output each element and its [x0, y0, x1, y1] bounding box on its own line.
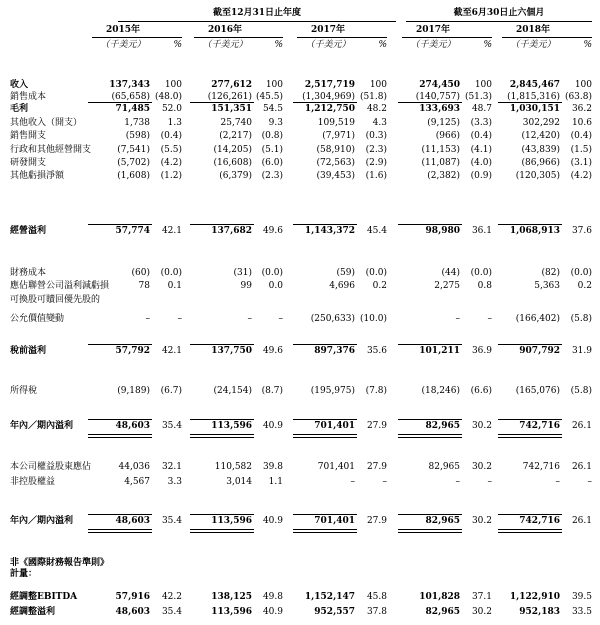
value-cell: 48,603 — [115, 516, 150, 526]
sum-rule — [190, 514, 254, 515]
value-cell: 274,450 — [419, 80, 460, 90]
value-cell: (44) — [441, 268, 460, 278]
value-cell: 742,716 — [522, 462, 560, 472]
value-cell: 82,965 — [425, 421, 460, 431]
total-double-rule — [190, 434, 254, 438]
percent-cell: 39.5 — [571, 592, 592, 602]
percent-heading: % — [274, 40, 283, 50]
value-cell: (6,379) — [219, 171, 252, 181]
percent-cell: – — [177, 314, 182, 324]
sum-rule — [398, 344, 462, 345]
total-double-rule — [88, 529, 152, 533]
percent-cell: 0.8 — [477, 281, 492, 291]
percent-heading: % — [583, 40, 592, 50]
row-label: 研發開支 — [10, 158, 47, 168]
value-cell: (58,910) — [316, 145, 355, 155]
percent-cell: 35.4 — [161, 607, 182, 617]
value-cell: 71,485 — [115, 104, 150, 114]
group-title-half-year: 截至6月30日止六個月 — [453, 8, 545, 18]
percent-cell: (4.1) — [470, 145, 492, 155]
percent-cell: (4.2) — [160, 158, 182, 168]
row-label: 公允價值變動 — [10, 314, 65, 324]
value-cell: (82) — [541, 268, 560, 278]
sum-rule — [88, 344, 152, 345]
year-heading-underline — [92, 37, 182, 38]
value-cell: (86,966) — [521, 158, 560, 168]
row-label: 經調整溢利 — [10, 607, 56, 617]
percent-cell: (51.3) — [464, 92, 492, 102]
row-label: 銷售開支 — [10, 131, 47, 141]
value-cell: 302,292 — [522, 118, 560, 128]
sum-rule — [293, 419, 357, 420]
percent-cell: (0.4) — [160, 131, 182, 141]
sum-rule — [293, 344, 357, 345]
value-cell: (165,076) — [515, 386, 560, 396]
value-cell: 1,212,750 — [304, 104, 355, 114]
total-double-rule — [293, 434, 357, 438]
total-double-rule — [498, 434, 562, 438]
value-cell: 1,122,910 — [509, 592, 560, 602]
percent-cell: 45.4 — [366, 226, 387, 236]
percent-cell: 33.5 — [571, 607, 592, 617]
percent-cell: – — [278, 314, 283, 324]
percent-cell: 40.9 — [262, 421, 283, 431]
group-title-fiscal-year: 截至12月31日止年度 — [212, 8, 302, 18]
value-cell: (9,125) — [427, 118, 460, 128]
percent-cell: 36.1 — [471, 226, 492, 236]
percent-cell: 36.2 — [571, 104, 592, 114]
sum-rule — [293, 102, 357, 103]
unit-label: （千美元） — [410, 40, 456, 50]
unit-label: （千美元） — [100, 40, 146, 50]
percent-cell: (63.8) — [564, 92, 592, 102]
sum-rule — [498, 224, 562, 225]
percent-cell: (5.5) — [160, 145, 182, 155]
percent-cell: 26.1 — [571, 516, 592, 526]
percent-cell: 1.3 — [167, 118, 182, 128]
value-cell: 98,980 — [425, 226, 460, 236]
sum-rule — [88, 224, 152, 225]
sum-rule — [398, 419, 462, 420]
sum-rule — [293, 514, 357, 515]
percent-cell: 0.0 — [268, 281, 283, 291]
value-cell: 44,036 — [118, 462, 150, 472]
percent-cell: (5.8) — [570, 386, 592, 396]
value-cell: (43,839) — [521, 145, 560, 155]
value-cell: 57,916 — [115, 592, 150, 602]
value-cell: (39,453) — [316, 171, 355, 181]
percent-cell: 52.0 — [161, 104, 182, 114]
percent-cell: 31.9 — [571, 346, 592, 356]
value-cell: 78 — [138, 281, 150, 291]
sum-rule — [498, 419, 562, 420]
sum-rule — [398, 514, 462, 515]
percent-cell: 40.9 — [262, 607, 283, 617]
value-cell: 701,401 — [314, 516, 355, 526]
sum-rule — [498, 102, 562, 103]
value-cell: 742,716 — [519, 421, 560, 431]
percent-cell: 42.1 — [161, 346, 182, 356]
value-cell: (1,304,969) — [302, 92, 355, 102]
percent-cell: 26.1 — [571, 462, 592, 472]
percent-cell: (0.0) — [261, 268, 283, 278]
value-cell: – — [555, 477, 560, 487]
percent-cell: 10.6 — [571, 118, 592, 128]
row-label: 其他收入（開支） — [10, 118, 83, 128]
value-cell: 82,965 — [425, 516, 460, 526]
value-cell: 138,125 — [211, 592, 252, 602]
row-label: 應佔聯營公司溢利減虧損 — [10, 281, 110, 291]
percent-cell: 37.1 — [471, 592, 492, 602]
percent-cell: 32.1 — [161, 462, 182, 472]
value-cell: 1,152,147 — [304, 592, 355, 602]
percent-cell: 100 — [474, 80, 492, 90]
unit-label: （千美元） — [305, 40, 351, 50]
value-cell: (120,305) — [515, 171, 560, 181]
value-cell: (195,975) — [310, 386, 355, 396]
value-cell: (60) — [131, 268, 150, 278]
value-cell: 113,596 — [211, 607, 252, 617]
percent-cell: (0.4) — [570, 131, 592, 141]
group-rule-fiscal-year — [118, 21, 396, 22]
percent-cell: 27.9 — [366, 421, 387, 431]
unit-label: （千美元） — [202, 40, 248, 50]
percent-cell: 39.8 — [262, 462, 283, 472]
row-label: 行政和其他經營開支 — [10, 145, 92, 155]
value-cell: 57,792 — [115, 346, 150, 356]
value-cell: 897,376 — [314, 346, 355, 356]
year-heading-underline — [502, 37, 592, 38]
value-cell: (12,420) — [521, 131, 560, 141]
percent-cell: (10.0) — [359, 314, 387, 324]
row-label: 稅前溢利 — [10, 346, 47, 356]
percent-cell: 37.8 — [366, 607, 387, 617]
percent-cell: (0.8) — [261, 131, 283, 141]
percent-cell: (4.0) — [470, 158, 492, 168]
value-cell: 907,792 — [519, 346, 560, 356]
row-label: 本公司權益股東應佔 — [10, 462, 92, 472]
percent-cell: (0.0) — [470, 268, 492, 278]
value-cell: (11,153) — [421, 145, 460, 155]
value-cell: 742,716 — [519, 516, 560, 526]
value-cell: (31) — [233, 268, 252, 278]
year-heading: 2017年 — [310, 25, 346, 35]
value-cell: 1,068,913 — [509, 226, 560, 236]
percent-cell: 36.9 — [471, 346, 492, 356]
percent-cell: (4.2) — [570, 171, 592, 181]
value-cell: (1,608) — [117, 171, 150, 181]
group-rule-half-year — [406, 21, 592, 22]
percent-heading: % — [378, 40, 387, 50]
percent-cell: (5.8) — [570, 314, 592, 324]
value-cell: 57,774 — [115, 226, 150, 236]
value-cell: (250,633) — [310, 314, 355, 324]
percent-cell: – — [382, 477, 387, 487]
percent-cell: 48.7 — [471, 104, 492, 114]
value-cell: 101,211 — [419, 346, 460, 356]
value-cell: 701,401 — [317, 462, 355, 472]
value-cell: 277,612 — [211, 80, 252, 90]
value-cell: 1,030,151 — [509, 104, 560, 114]
sum-rule — [190, 224, 254, 225]
value-cell: 82,965 — [425, 607, 460, 617]
row-label: 經營溢利 — [10, 226, 47, 236]
percent-cell: – — [587, 477, 592, 487]
value-cell: – — [455, 477, 460, 487]
percent-cell: – — [487, 477, 492, 487]
percent-cell: 49.6 — [262, 346, 283, 356]
percent-cell: – — [487, 314, 492, 324]
value-cell: 952,183 — [519, 607, 560, 617]
percent-cell: 9.3 — [268, 118, 283, 128]
sum-rule — [398, 224, 462, 225]
value-cell: (966) — [435, 131, 460, 141]
percent-cell: (8.7) — [261, 386, 283, 396]
value-cell: – — [145, 314, 150, 324]
year-heading: 2018年 — [515, 25, 551, 35]
percent-cell: 42.1 — [161, 226, 182, 236]
percent-cell: (3.1) — [570, 158, 592, 168]
percent-cell: 100 — [574, 80, 592, 90]
percent-cell: 49.8 — [262, 592, 283, 602]
percent-cell: 100 — [369, 80, 387, 90]
row-label: 可換股可贖回優先股的 — [10, 295, 101, 305]
row-label: 所得稅 — [10, 386, 38, 396]
year-heading-underline — [402, 37, 492, 38]
percent-cell: (5.1) — [261, 145, 283, 155]
total-double-rule — [88, 434, 152, 438]
value-cell: 110,582 — [214, 462, 252, 472]
percent-cell: 45.8 — [366, 592, 387, 602]
value-cell: 151,351 — [211, 104, 252, 114]
percent-cell: 100 — [164, 80, 182, 90]
sum-rule — [190, 344, 254, 345]
percent-cell: (0.0) — [160, 268, 182, 278]
value-cell: (18,246) — [421, 386, 460, 396]
percent-cell: 30.2 — [471, 421, 492, 431]
sum-rule — [190, 102, 254, 103]
total-double-rule — [293, 529, 357, 533]
percent-heading: % — [483, 40, 492, 50]
value-cell: 137,343 — [109, 80, 150, 90]
row-label: 計量： — [10, 569, 38, 579]
percent-cell: 27.9 — [366, 462, 387, 472]
percent-cell: (1.2) — [160, 171, 182, 181]
row-label: 毛利 — [10, 104, 29, 114]
value-cell: 1,143,372 — [304, 226, 355, 236]
sum-rule — [88, 419, 152, 420]
value-cell: 113,596 — [211, 421, 252, 431]
percent-cell: (6.6) — [470, 386, 492, 396]
percent-cell: (2.9) — [365, 158, 387, 168]
percent-cell: 30.2 — [471, 516, 492, 526]
percent-cell: 35.6 — [366, 346, 387, 356]
value-cell: 137,682 — [211, 226, 252, 236]
percent-cell: 0.2 — [577, 281, 592, 291]
percent-cell: (0.0) — [365, 268, 387, 278]
percent-cell: (3.3) — [470, 118, 492, 128]
value-cell: 701,401 — [314, 421, 355, 431]
value-cell: (166,402) — [515, 314, 560, 324]
sum-rule — [293, 224, 357, 225]
row-label: 其他虧損淨額 — [10, 171, 65, 181]
row-label: 年內／期內溢利 — [10, 421, 74, 431]
percent-cell: 35.4 — [161, 421, 182, 431]
percent-cell: 1.1 — [268, 477, 283, 487]
total-double-rule — [398, 434, 462, 438]
value-cell: 82,965 — [428, 462, 460, 472]
percent-cell: 48.2 — [366, 104, 387, 114]
row-label: 銷售成本 — [10, 92, 47, 102]
value-cell: (140,757) — [415, 92, 460, 102]
value-cell: 2,845,467 — [509, 80, 560, 90]
value-cell: (5,702) — [117, 158, 150, 168]
year-heading: 2015年 — [105, 25, 141, 35]
value-cell: (1,815,316) — [507, 92, 560, 102]
value-cell: 2,275 — [434, 281, 460, 291]
value-cell: (59) — [336, 268, 355, 278]
value-cell: 3,014 — [226, 477, 252, 487]
percent-cell: (45.5) — [255, 92, 283, 102]
percent-cell: (0.9) — [470, 171, 492, 181]
value-cell: 952,557 — [314, 607, 355, 617]
total-double-rule — [398, 529, 462, 533]
percent-cell: 3.3 — [167, 477, 182, 487]
percent-cell: 26.1 — [571, 421, 592, 431]
percent-cell: (0.4) — [470, 131, 492, 141]
value-cell: – — [247, 314, 252, 324]
value-cell: 1,738 — [124, 118, 150, 128]
row-label: 財務成本 — [10, 268, 47, 278]
year-heading: 2017年 — [415, 25, 451, 35]
percent-cell: 4.3 — [372, 118, 387, 128]
percent-cell: 30.2 — [471, 607, 492, 617]
value-cell: (14,205) — [213, 145, 252, 155]
row-label: 年內／期內溢利 — [10, 516, 74, 526]
value-cell: 2,517,719 — [304, 80, 355, 90]
percent-cell: 40.9 — [262, 516, 283, 526]
sum-rule — [190, 419, 254, 420]
percent-cell: (1.5) — [570, 145, 592, 155]
year-heading: 2016年 — [207, 25, 243, 35]
value-cell: (126,261) — [207, 92, 252, 102]
year-heading-underline — [297, 37, 387, 38]
sum-rule — [498, 344, 562, 345]
row-label: 收入 — [10, 80, 29, 90]
value-cell: 113,596 — [211, 516, 252, 526]
row-label: 經調整EBITDA — [10, 592, 78, 602]
sum-rule — [88, 102, 152, 103]
value-cell: (7,541) — [117, 145, 150, 155]
value-cell: 4,696 — [329, 281, 355, 291]
value-cell: – — [455, 314, 460, 324]
percent-cell: (51.8) — [359, 92, 387, 102]
value-cell: (598) — [125, 131, 150, 141]
percent-cell: 37.6 — [571, 226, 592, 236]
year-heading-underline — [194, 37, 283, 38]
percent-cell: (2.3) — [365, 145, 387, 155]
row-label: 非《國際財務報告準則》 — [10, 558, 110, 568]
value-cell: (65,658) — [111, 92, 150, 102]
percent-cell: (48.0) — [154, 92, 182, 102]
sum-rule — [498, 514, 562, 515]
value-cell: 48,603 — [115, 421, 150, 431]
value-cell: 137,750 — [211, 346, 252, 356]
value-cell: 109,519 — [317, 118, 355, 128]
value-cell: (16,608) — [213, 158, 252, 168]
percent-cell: 0.2 — [372, 281, 387, 291]
sum-rule — [398, 102, 462, 103]
value-cell: 48,603 — [115, 607, 150, 617]
percent-cell: (1.6) — [365, 171, 387, 181]
percent-cell: 30.2 — [471, 462, 492, 472]
value-cell: 133,693 — [419, 104, 460, 114]
value-cell: (7,971) — [322, 131, 355, 141]
value-cell: 99 — [240, 281, 252, 291]
total-double-rule — [190, 529, 254, 533]
percent-cell: (0.0) — [570, 268, 592, 278]
row-label: 非控股權益 — [10, 477, 56, 487]
percent-cell: 100 — [265, 80, 283, 90]
percent-cell: 35.4 — [161, 516, 182, 526]
value-cell: 5,363 — [534, 281, 560, 291]
percent-cell: (0.3) — [365, 131, 387, 141]
percent-cell: (6.0) — [261, 158, 283, 168]
sum-rule — [88, 514, 152, 515]
value-cell: – — [350, 477, 355, 487]
value-cell: 101,828 — [419, 592, 460, 602]
value-cell: (24,154) — [213, 386, 252, 396]
value-cell: 25,740 — [220, 118, 252, 128]
percent-cell: (2.3) — [261, 171, 283, 181]
percent-cell: 49.6 — [262, 226, 283, 236]
value-cell: 4,567 — [124, 477, 150, 487]
percent-cell: 54.5 — [262, 104, 283, 114]
value-cell: (2,217) — [219, 131, 252, 141]
percent-cell: 27.9 — [366, 516, 387, 526]
percent-cell: 42.2 — [161, 592, 182, 602]
total-double-rule — [498, 529, 562, 533]
unit-label: （千美元） — [510, 40, 556, 50]
value-cell: (72,563) — [316, 158, 355, 168]
percent-cell: (6.7) — [160, 386, 182, 396]
value-cell: (2,382) — [427, 171, 460, 181]
value-cell: (11,087) — [421, 158, 460, 168]
value-cell: (9,189) — [117, 386, 150, 396]
percent-cell: (7.8) — [365, 386, 387, 396]
percent-cell: 0.1 — [167, 281, 182, 291]
percent-heading: % — [173, 40, 182, 50]
